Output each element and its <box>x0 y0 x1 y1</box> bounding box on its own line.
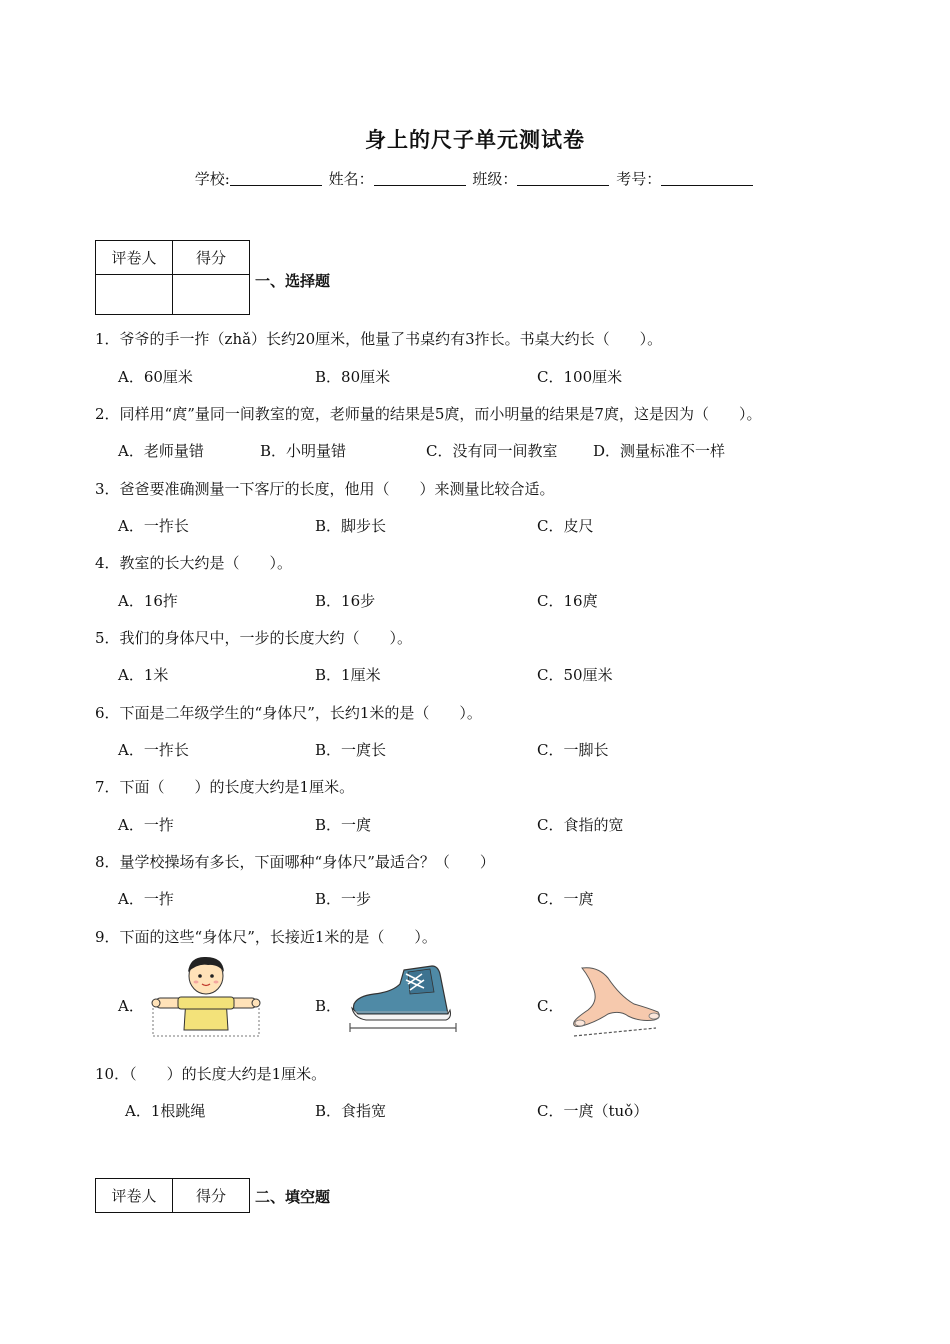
q6-option-b[interactable]: B．一庹长 <box>315 741 387 759</box>
score-header-2: 得分 <box>173 1179 250 1213</box>
q7-option-b[interactable]: B．一庹 <box>315 816 372 834</box>
q9-option-c[interactable]: C． <box>537 997 564 1015</box>
q3-option-a[interactable]: A．一拃长 <box>118 517 189 535</box>
q1-option-c[interactable]: C．100厘米 <box>537 368 623 386</box>
q10-option-b[interactable]: B．食指宽 <box>315 1102 387 1120</box>
q2-option-c[interactable]: C．没有同一间教室 <box>426 442 558 460</box>
score-box-section-2 <box>95 1178 250 1213</box>
question-7-stem: 7．下面（ ）的长度大约是1厘米。 <box>95 778 355 796</box>
score-cell[interactable] <box>173 275 250 315</box>
q8-option-b[interactable]: B．一步 <box>315 890 372 908</box>
section-heading-1: 一、选择题 <box>255 272 331 290</box>
q8-option-c[interactable]: C．一庹 <box>537 890 594 908</box>
question-4-stem: 4．教室的长大约是（ ）。 <box>95 554 293 572</box>
q4-option-b[interactable]: B．16步 <box>315 592 376 610</box>
q3-option-b[interactable]: B．脚步长 <box>315 517 387 535</box>
q5-option-b[interactable]: B．1厘米 <box>315 666 381 684</box>
q9-option-b[interactable]: B． <box>315 997 342 1015</box>
question-9-stem: 9．下面的这些“身体尺”，长接近1米的是（ ）。 <box>95 928 437 946</box>
question-10-stem: 10．（ ）的长度大约是1厘米。 <box>95 1065 327 1083</box>
fingers-illustration <box>568 964 664 1040</box>
q7-option-c[interactable]: C．食指的宽 <box>537 816 624 834</box>
q10-option-a[interactable]: A．1根跳绳 <box>125 1102 206 1120</box>
question-3-stem: 3．爸爸要准确测量一下客厅的长度，他用（ ）来测量比较合适。 <box>95 480 555 498</box>
q4-option-c[interactable]: C．16庹 <box>537 592 598 610</box>
class-blank[interactable] <box>517 171 609 186</box>
score-header: 得分 <box>173 241 250 275</box>
grader-header-2: 评卷人 <box>96 1179 173 1213</box>
q2-option-a[interactable]: A．老师量错 <box>118 442 204 460</box>
q10-option-c[interactable]: C．一庹（tuǒ） <box>537 1102 649 1120</box>
q7-option-a[interactable]: A．一拃 <box>118 816 174 834</box>
exam-number-blank[interactable] <box>661 171 753 186</box>
question-5-stem: 5．我们的身体尺中，一步的长度大约（ ）。 <box>95 629 413 647</box>
q4-option-a[interactable]: A．16拃 <box>118 592 178 610</box>
grader-cell[interactable] <box>96 275 173 315</box>
school-blank[interactable] <box>230 171 322 186</box>
section-heading-2: 二、填空题 <box>255 1188 331 1206</box>
grader-header: 评卷人 <box>96 241 173 275</box>
score-box-section-1 <box>95 240 250 315</box>
name-blank[interactable] <box>374 171 466 186</box>
shoe-length-illustration <box>348 962 460 1034</box>
question-8-stem: 8．量学校操场有多长，下面哪种“身体尺”最适合？（ ） <box>95 853 495 871</box>
school-label: 学校: <box>194 170 230 188</box>
question-1-stem: 1．爷爷的手一拃（zhǎ）长约20厘米，他量了书桌约有3拃长。书桌大约长（ ）。 <box>95 330 663 348</box>
q2-option-b[interactable]: B．小明量错 <box>260 442 347 460</box>
class-label: 班级： <box>472 170 518 188</box>
q8-option-a[interactable]: A．一拃 <box>118 890 174 908</box>
q5-option-a[interactable]: A．1米 <box>118 666 169 684</box>
student-info-line <box>0 168 950 189</box>
q5-option-c[interactable]: C．50厘米 <box>537 666 613 684</box>
q6-option-a[interactable]: A．一拃长 <box>118 741 189 759</box>
page-title: 身上的尺子单元测试卷 <box>365 127 585 152</box>
q9-option-a[interactable]: A． <box>118 997 144 1015</box>
q6-option-c[interactable]: C．一脚长 <box>537 741 609 759</box>
q3-option-c[interactable]: C．皮尺 <box>537 517 594 535</box>
q1-option-a[interactable]: A．60厘米 <box>118 368 193 386</box>
q1-option-b[interactable]: B．80厘米 <box>315 368 391 386</box>
exam-number-label: 考号： <box>616 170 662 188</box>
question-2-stem: 2．同样用“庹”量同一间教室的宽，老师量的结果是5庹，而小明量的结果是7庹，这是因为（ ）。 <box>95 405 762 423</box>
name-label: 姓名： <box>328 170 374 188</box>
question-6-stem: 6．下面是二年级学生的“身体尺”，长约1米的是（ ）。 <box>95 704 482 722</box>
boy-arm-span-illustration <box>148 954 264 1040</box>
q2-option-d[interactable]: D．测量标准不一样 <box>593 442 726 460</box>
